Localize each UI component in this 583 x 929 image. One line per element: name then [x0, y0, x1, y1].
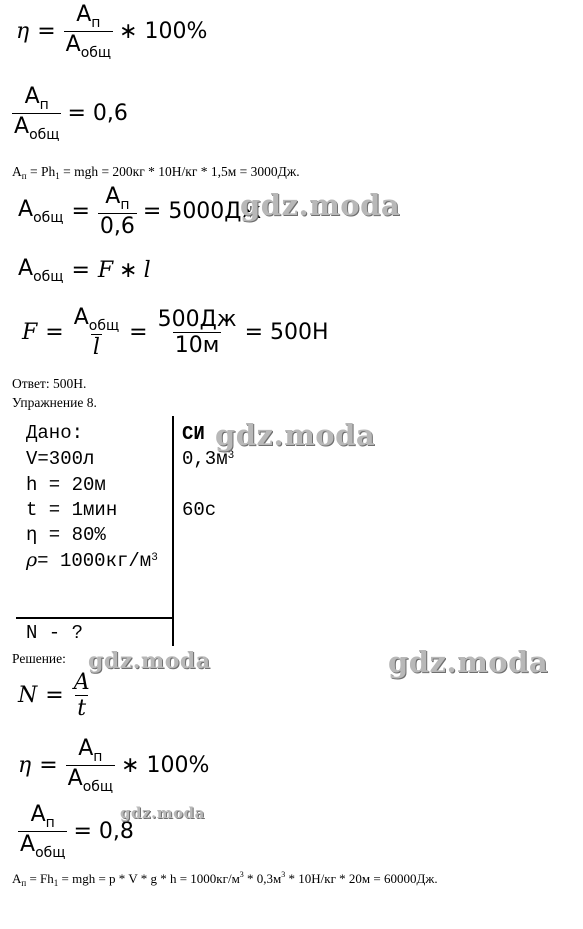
- formula-efficiency-2: η = $\frac{A_п}{A_{общ}}$ ∗ 100%: [18, 736, 210, 795]
- given-item-volume: V=300л: [26, 448, 95, 470]
- given-horizontal-divider: [16, 617, 173, 619]
- watermark: gdz.moda: [215, 418, 376, 452]
- fraction: $\frac{A_п}{A_{общ}}$: [65, 2, 112, 61]
- si-header: СИ: [182, 423, 205, 445]
- given-item-efficiency: η = 80%: [26, 524, 106, 546]
- given-header: Дано:: [26, 422, 84, 444]
- answer-line: Ответ: 500Н.: [12, 376, 87, 391]
- fraction: $\frac{A_{общ}}{l}$: [73, 305, 120, 360]
- given-item-density: $\rho= 1000кг/м^3$: [26, 549, 158, 572]
- given-vertical-divider: [172, 416, 174, 646]
- watermark: gdz.moda: [240, 188, 401, 222]
- formula-ratio-2: $\frac{A_п}{A_{общ}}$ = 0,8: [20, 802, 134, 861]
- watermark: gdz.moda: [88, 648, 211, 674]
- watermark: gdz.moda: [388, 645, 549, 679]
- eta-symbol: η: [16, 19, 30, 44]
- formula-ratio-1: $\frac{A_п}{A_{общ}}$ = 0,6: [14, 84, 128, 143]
- fraction: $\frac{A_п}{A_{общ}}$: [67, 736, 114, 795]
- useful-work-line-1: $A_п = Ph_1$ = mgh = 200кг * 10Н/кг * 1,5м = 3000Дж.: [12, 164, 300, 181]
- formula-efficiency-1: η = $\frac{A_п}{A_{общ}}$ ∗ 100%: [16, 2, 208, 61]
- si-volume: $0,3м^3$: [182, 448, 235, 470]
- given-item-time: t = 1мин: [26, 499, 118, 521]
- fraction: $\frac{A_п}{A_{общ}}$: [20, 802, 66, 861]
- exercise-title: Упражнение 8.: [12, 395, 97, 410]
- si-time: 60с: [182, 499, 217, 521]
- fraction: $\frac{500Дж}{10м}$: [157, 307, 237, 358]
- solution-label: Решение:: [12, 651, 66, 666]
- fraction: $\frac{A_п}{A_{общ}}$: [14, 84, 60, 143]
- watermark: gdz.moda: [120, 804, 205, 822]
- formula-force: F = $\frac{A_{общ}}{l}$ = $\frac{500Дж}{10м}$ = 500Н: [22, 305, 329, 360]
- given-find: N - ?: [26, 622, 84, 644]
- fraction: $\frac{A}{t}$: [73, 670, 90, 721]
- formula-total-work-2: $A_{общ}$ = F ∗ l: [18, 256, 151, 285]
- useful-work-line-2: $A_п = Fh_1$ = mgh = $p * V * g * h = 1000кг/м^3 * 0,3м^3 * 10Н/кг * 20м = 60000Дж$.: [12, 870, 438, 888]
- fraction: $\frac{A_п}{0,6}$: [99, 184, 135, 239]
- given-item-height: h = 20м: [26, 474, 106, 496]
- formula-total-work-1: $A_{общ}$ = $\frac{A_п}{0,6}$ = 5000Дж: [18, 184, 262, 239]
- formula-power: N = $\frac{A}{t}$: [18, 670, 90, 721]
